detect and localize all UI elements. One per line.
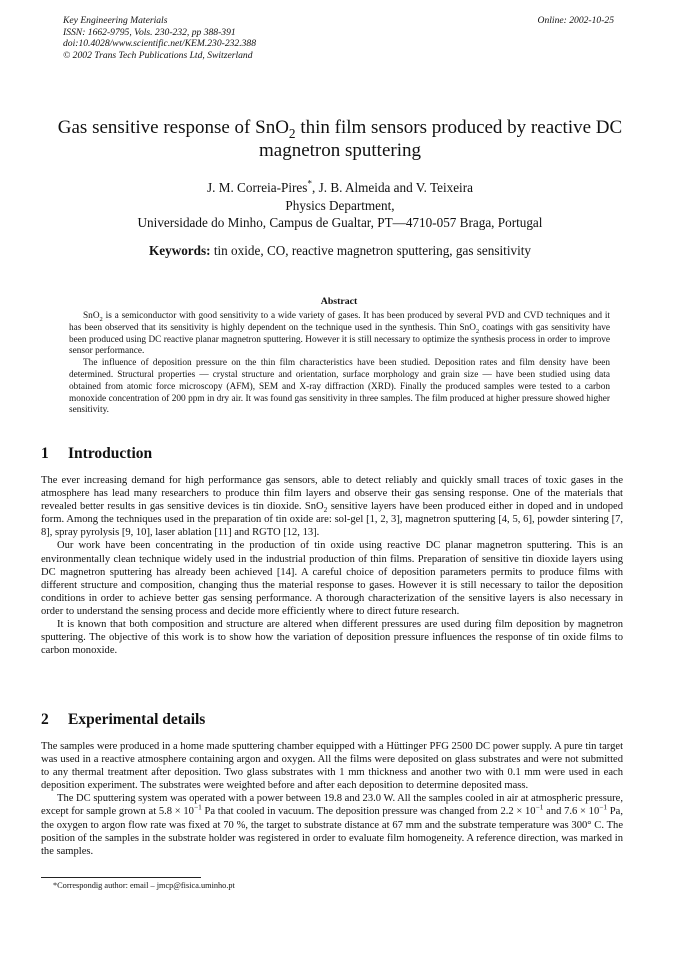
experimental-body: [41, 740, 623, 858]
online-date: Online: 2002-10-25: [537, 15, 614, 26]
corresponding-mark: *: [307, 178, 312, 189]
keywords-text: tin oxide, CO, reactive magnetron sputtering, gas sensitivity: [210, 243, 531, 258]
author-department: Physics Department,: [285, 197, 395, 213]
abstract-paragraph: SnO$_2$ is a semiconductor with good sensitivity to a wide variety of gases. It has been produced by several PVD and CVD techniques and it has been observed that its sensitivity is highly dependent on the technique used in the synthesis. Thin SnO$_2$ coatings with gas sensitivity have been produced using DC reactive planar magnetron sputtering. However it is still necessary to optimize the synthesis process in order to improve sensor performance.: [69, 311, 611, 357]
journal-copyright: © 2002 Trans Tech Publications Ltd, Switzerland: [63, 49, 253, 61]
keywords-label: Keywords:: [148, 243, 211, 258]
author-institution: Universidade do Minho, Campus de Gualtar, PT—4710-057 Braga, Portugal: [137, 215, 543, 230]
journal-issn: ISSN: 1662-9795, Vols. 230-232, pp 388-391: [63, 26, 236, 38]
introduction-body: [41, 474, 623, 657]
abstract-paragraph: The influence of deposition pressure on the thin film characteristics have been studied. Deposition rates and film density have been determined. Structural properties — crystal structure and orientation, surface morphology and grain size — have been studied using data obtained from atomic force microscopy (AFM), SEM and X-ray diffraction (XRD). Finally the produced samples were tested to a carbon monoxide concentration of 200 ppm in dry air. It was found gas sensitivity in three samples. The film produced at higher pressure showed higher sensitivity.: [69, 358, 610, 416]
journal-header: [63, 15, 256, 61]
author-block: [40, 179, 640, 232]
body-paragraph: It is known that both composition and structure are altered when different pressures are used during film deposition by magnetron sputtering. The objective of this work is to show how the variation of deposition pressure influences the response of tin oxide films to carbon monoxide.: [41, 619, 623, 657]
paper-title: Gas sensitive response of SnO$_2$ thin film sensors produced by reactive DC magnetron sputtering: [57, 117, 623, 161]
section-heading-experimental: 2 Experimental details: [41, 711, 206, 728]
footnote-rule: [41, 877, 201, 878]
body-paragraph: The ever increasing demand for high performance gas sensors, able to detect reliably and quickly small traces of toxic gases in the atmosphere has lead many researchers to produce thin film layers and observe their gas sensing response. One of the materials that revealed better results in gas sensitive devices is tin dioxide. SnO$_2$ sensitive layers have been produced either in doped and in undoped form. Among the techniques used in the preparation of tin oxide are: sol-gel [1, 2, 3], magnetron sputtering [4, 5, 6], powder sintering [7, 8], spray pyrolysis [9, 10], laser ablation [11] and RGTO [12, 13].: [41, 475, 623, 539]
body-paragraph: The samples were produced in a home made sputtering chamber equipped with a Hüttinger PFG 2500 DC power supply. A pure tin target was used in a reactive atmosphere containing argon and oxygen. All the films were deposited on glass substrates and were not submitted to any thermal treatment after deposition. Two glass substrates with 1 mm thickness and another two with 0.1 mm were used in each deposition experiment. The substrates were weighted before and after each deposition to determine deposited mass.: [41, 741, 623, 792]
abstract-heading: Abstract: [320, 296, 358, 307]
abstract-body: [69, 311, 610, 417]
body-paragraph: Our work have been concentrating in the production of tin oxide using reactive DC planar magnetron sputtering. This is an environmentally clean technique widely used in the industrial production of thin films. Preparation of sensitive tin dioxide layers using DC magnetron sputtering has already been achieved [14]. A careful choice of deposition parameters permits to produce films with different structure and composition, changing thus the material response to gases. However it is still necessary to tailor the deposition conditions in order to achieve better gas sensing performance. A thorough characterization of the sensitive layers is also necessary in order to understand the sensing process and decide more efficiently where to direct future research.: [41, 540, 623, 617]
journal-name: Key Engineering Materials: [63, 15, 168, 26]
keywords: [40, 243, 640, 259]
body-paragraph: The DC sputtering system was operated with a power between 19.8 and 23.0 W. All the samples cooled in air at atmospheric pressure, except for sample grown at $5.8 \times 10^{-1}$ Pa that cooled in vacuum. The deposition pressure was changed from $2.2 \times 10^{-1}$ and $7.6 \times 10^{-1}$ Pa, the oxygen to argon flow rate was fixed at 70 %, the target to substrate distance at 67 mm and the substrate temperature was 300° C. The position of the samples in the substrate holder was registered in order to evaluate film homogeneity. A reference direction, was marked in the samples.: [41, 793, 623, 857]
journal-doi: doi:10.4028/www.scientific.net/KEM.230-232.388: [63, 38, 257, 49]
footnote: *Correspondig author: email – jmcp@fisica.uminho.pt: [53, 881, 235, 890]
author-names: J. M. Correia-Pires*, J. B. Almeida and V. Teixeira: [207, 178, 473, 195]
section-heading-introduction: 1 Introduction: [41, 445, 153, 462]
